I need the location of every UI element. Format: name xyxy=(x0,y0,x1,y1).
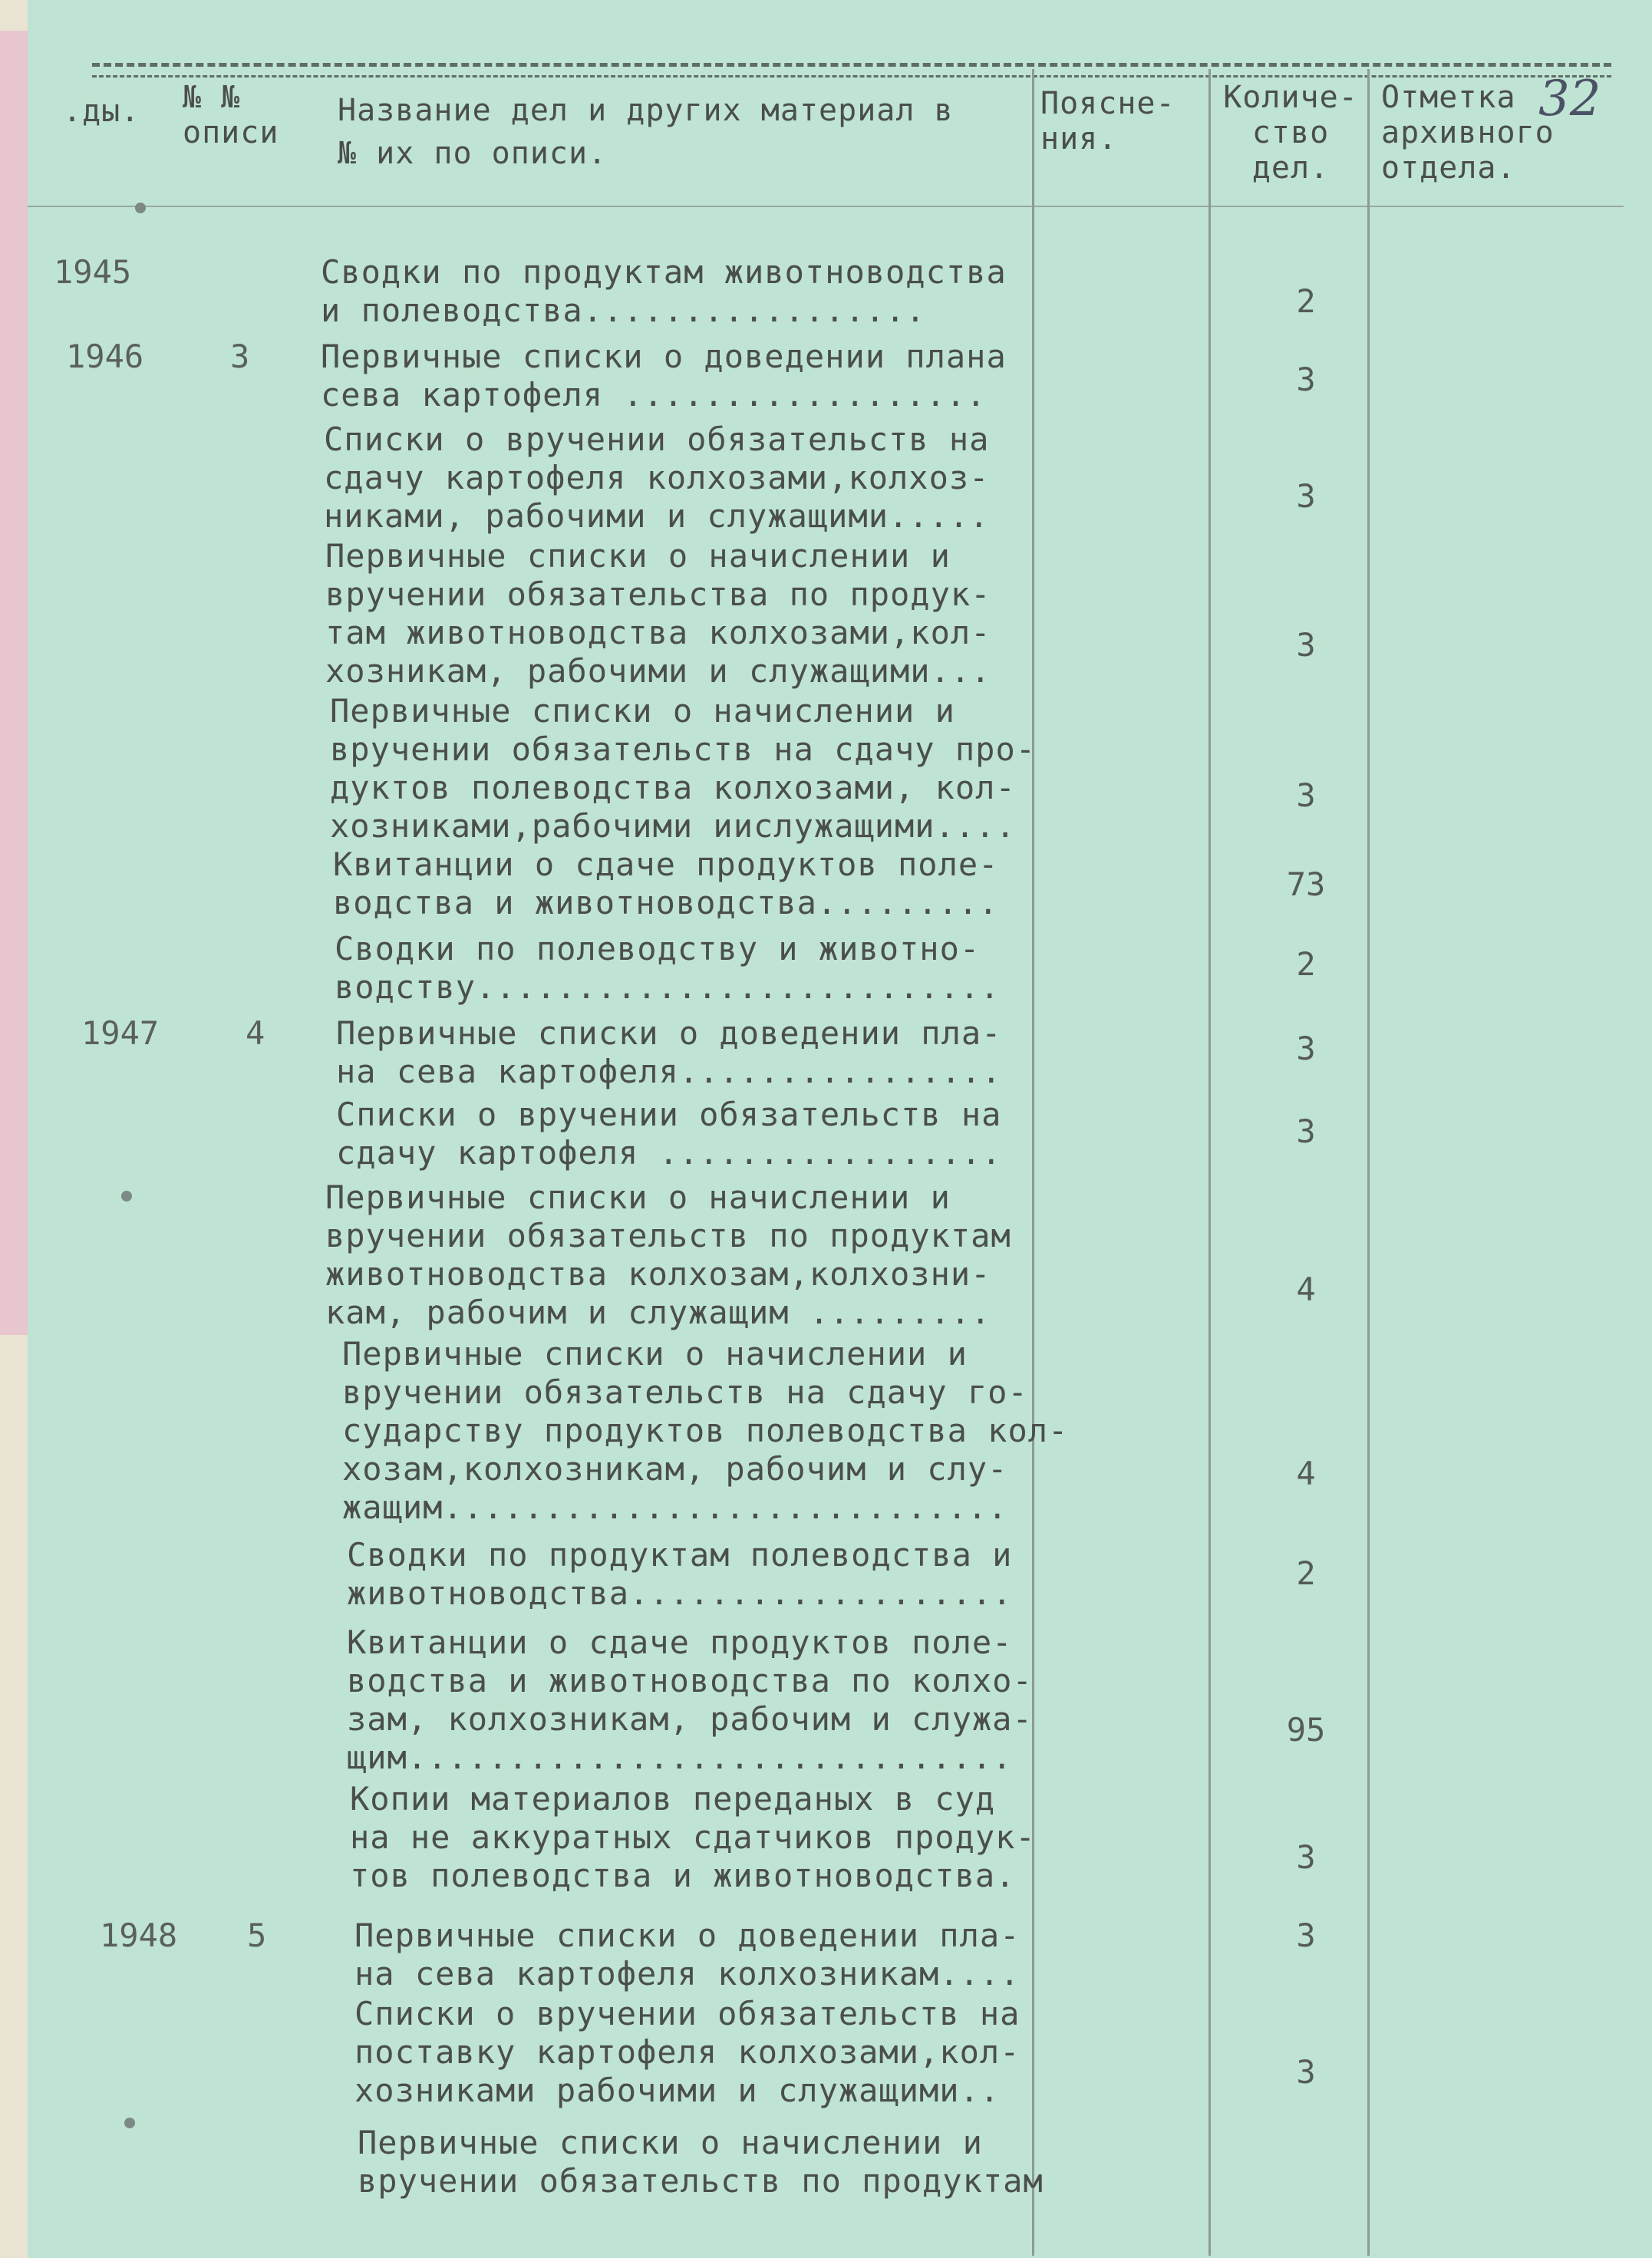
row-title: Первичные списки о начислении и вручении обязательств на сдачу го- сударству продуктов полеводства кол- хозам,колхозникам, рабочим и слу- жащим............................ xyxy=(342,1335,1069,1526)
row-count: 4 xyxy=(1296,1455,1316,1492)
row-count: 3 xyxy=(1296,1917,1316,1954)
header-title: Название дел и других материал в № их по описи. xyxy=(338,93,954,171)
row-count: 3 xyxy=(1296,1030,1316,1067)
row-count: 3 xyxy=(1296,2053,1316,2091)
header-year: .ды. xyxy=(63,94,140,129)
row-title: Сводки по продуктам полеводства и животноводства................... xyxy=(347,1536,1013,1612)
row-year: 1947 xyxy=(81,1014,160,1052)
count-column-divider xyxy=(1208,69,1211,2256)
row-count: 2 xyxy=(1296,1554,1316,1592)
row-count: 4 xyxy=(1296,1271,1316,1308)
row-title: Первичные списки о доведении плана сева картофеля .................. xyxy=(321,338,1007,414)
row-year: 1945 xyxy=(54,253,132,291)
row-title: Списки о вручении обязательств на сдачу картофеля колхозами,колхоз- никами, рабочими и служащими..... xyxy=(324,420,990,535)
page-number-handwritten: 32 xyxy=(1538,71,1601,127)
row-count: 3 xyxy=(1296,477,1316,515)
row-title: Копии материалов переданых в суд на не аккуратных сдатчиков продук- тов полеводства и животноводства. xyxy=(350,1780,1036,1894)
row-title: Квитанции о сдаче продуктов поле- водства и животноводства по колхо- зам, колхозникам, рабочим и служа- щим.............................. xyxy=(347,1623,1033,1776)
row-inventory: 3 xyxy=(230,338,250,375)
row-title: Первичные списки о начислении и вручении обязательств по продуктам животноводства колхозам,колхозни- кам, рабочим и служащим ......... xyxy=(325,1178,1011,1331)
binding-hole xyxy=(135,203,146,213)
row-title: Первичные списки о доведении пла- на сева картофеля................ xyxy=(336,1014,1002,1090)
row-title: Сводки по продуктам животноводства и полеводства................. xyxy=(321,253,1007,329)
row-inventory: 4 xyxy=(246,1014,265,1052)
row-title: Первичные списки о доведении пла- на сева картофеля колхозникам.... xyxy=(354,1917,1021,1993)
header-count: Количе- ство дел. xyxy=(1223,80,1358,186)
row-title: Квитанции о сдаче продуктов поле- водства и животноводства......... xyxy=(333,846,999,921)
mark-column-divider xyxy=(1367,69,1370,2256)
top-rule-2 xyxy=(92,75,1611,77)
row-title: Списки о вручении обязательств на сдачу картофеля ................. xyxy=(336,1096,1002,1172)
binding-hole xyxy=(121,1191,132,1202)
row-count: 73 xyxy=(1286,865,1326,903)
row-count: 3 xyxy=(1296,361,1316,398)
row-title: Первичные списки о начислении и вручении обязательств на сдачу про- дуктов полеводства колхозами, кол- хозниками,рабочими иислужащими.... xyxy=(330,692,1037,845)
header-notes: Поясне- ния. xyxy=(1040,86,1176,157)
header-bottom-rule xyxy=(28,206,1624,207)
row-count: 2 xyxy=(1296,945,1316,983)
row-title: Списки о вручении обязательств на поставку картофеля колхозами,кол- хозниками рабочими и служащими.. xyxy=(354,1995,1021,2109)
header-archive-mark: Отметка архивного отдела. xyxy=(1381,80,1555,186)
binding-hole xyxy=(124,2118,135,2128)
row-count: 3 xyxy=(1296,1838,1316,1876)
row-count: 3 xyxy=(1296,776,1316,814)
header-inventory-number: № № описи xyxy=(183,80,279,150)
row-count: 2 xyxy=(1296,282,1316,320)
row-count: 95 xyxy=(1286,1711,1326,1749)
row-count: 3 xyxy=(1296,1113,1316,1150)
row-title: Первичные списки о начислении и вручении обязательства по продук- там животноводства колхозами,кол- хозникам, рабочими и служащими... xyxy=(325,537,991,690)
row-year: 1948 xyxy=(100,1917,178,1954)
row-year: 1946 xyxy=(66,338,144,375)
row-count: 3 xyxy=(1296,626,1316,664)
row-inventory: 5 xyxy=(247,1917,267,1954)
row-title: Первичные списки о начислении и вручении обязательств по продуктам xyxy=(358,2124,1044,2200)
row-title: Сводки по полеводству и животно- водству.......................... xyxy=(335,930,1001,1006)
top-rule xyxy=(92,63,1611,67)
